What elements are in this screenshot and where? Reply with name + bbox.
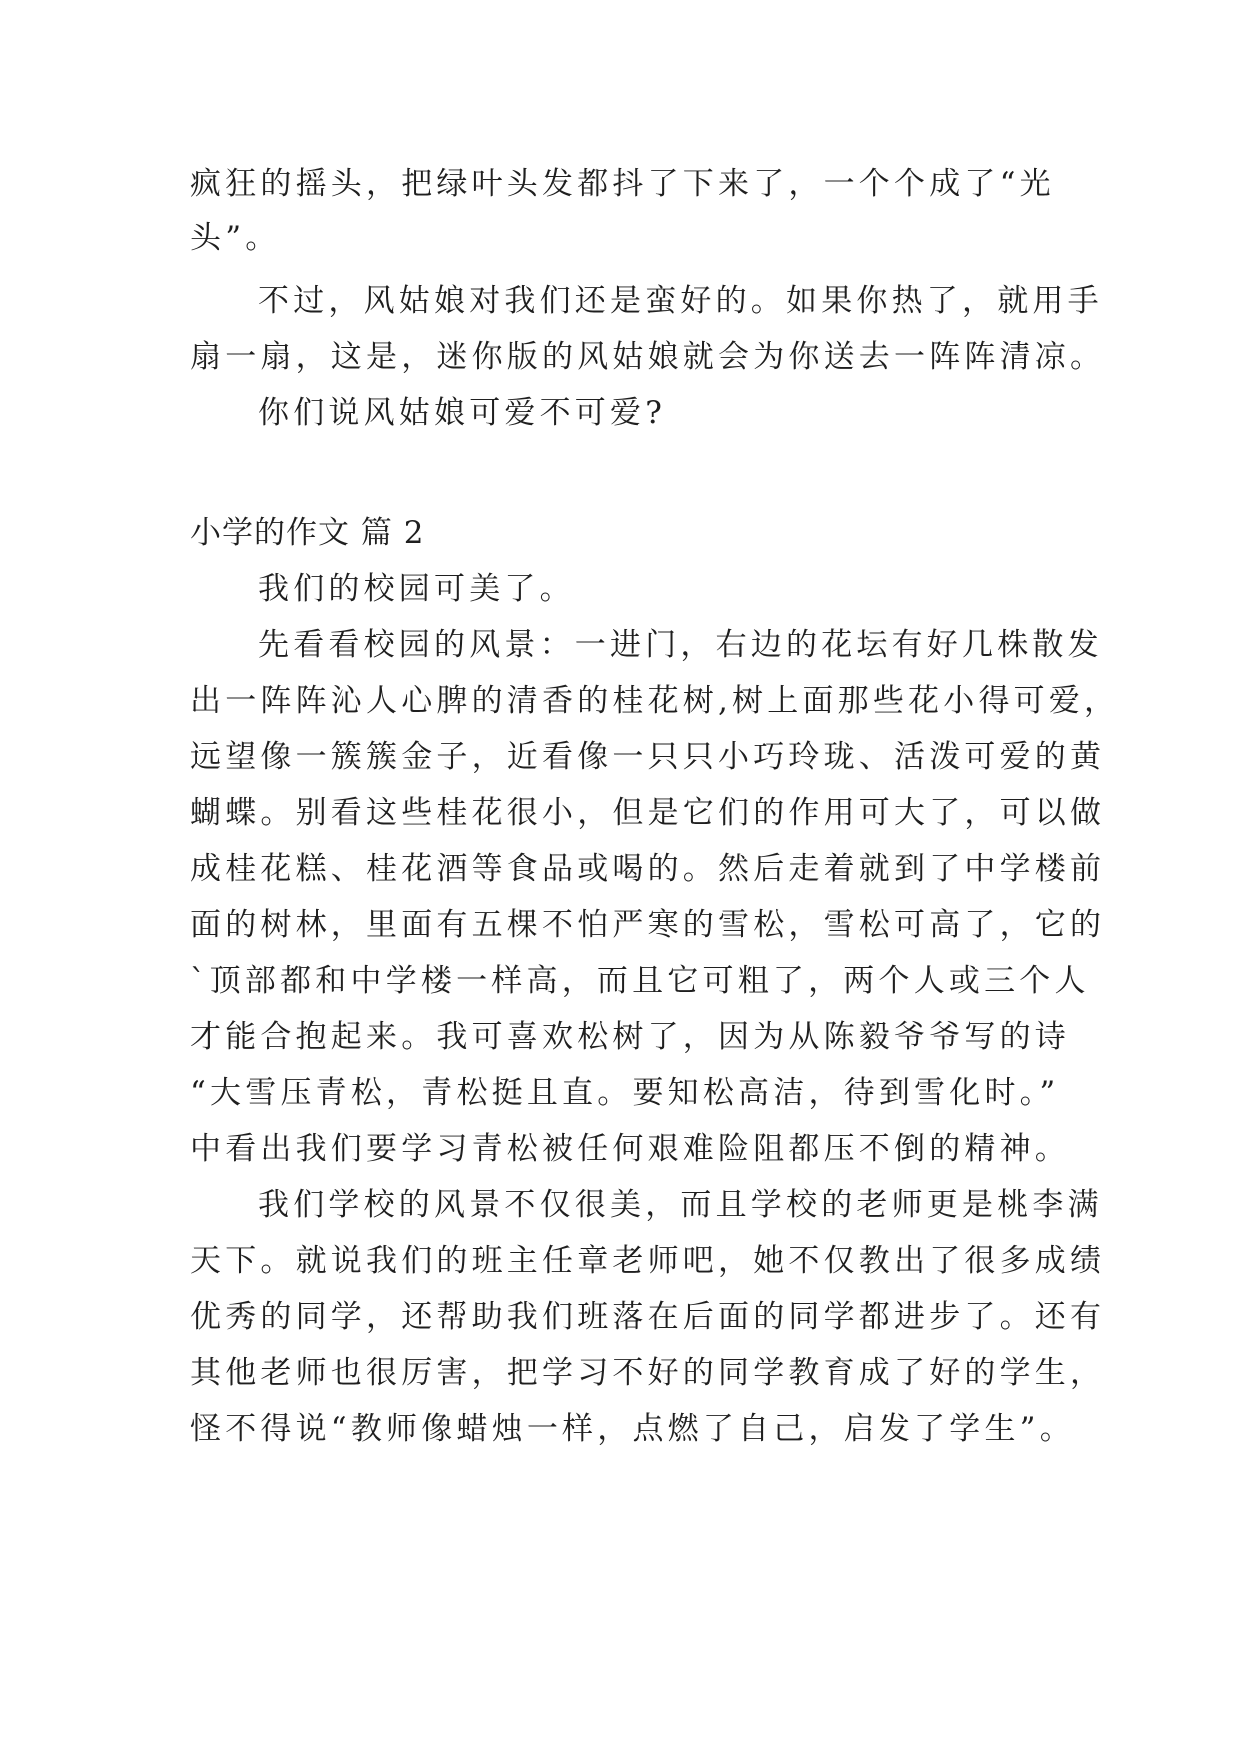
paragraph-line: 远望像一簇簇金子，近看像一只只小巧玲珑、活泼可爱的黄 [190,739,1106,775]
paragraph-line: 先看看校园的风景：一进门，右边的花坛有好几株散发 [258,627,1103,663]
paragraph-line: 其他老师也很厉害，把学习不好的同学教育成了好的学生， [190,1355,1106,1391]
paragraph-line: 怪不得说“教师像蜡烛一样，点燃了自己，启发了学生”。 [190,1411,1075,1447]
paragraph-line: 头”。 [190,220,281,256]
paragraph-line: 面的树林，里面有五棵不怕严寒的雪松，雪松可高了，它的 [190,907,1106,943]
paragraph-line: 中看出我们要学习青松被任何艰难险阻都压不倒的精神。 [190,1131,1070,1167]
paragraph-line: 优秀的同学，还帮助我们班落在后面的同学都进步了。还有 [190,1299,1106,1335]
section-heading: 小学的作文 篇 2 [190,515,425,551]
paragraph-line: “大雪压青松，青松挺且直。要知松高洁，待到雪化时。” [190,1075,1060,1111]
paragraph-line: `顶部都和中学楼一样高，而且它可粗了，两个人或三个人 [190,963,1090,999]
paragraph-line: 我们的校园可美了。 [258,571,575,607]
paragraph-line: 我们学校的风景不仅很美，而且学校的老师更是桃李满 [258,1187,1103,1223]
paragraph-line: 出一阵阵沁人心脾的清香的桂花树,树上面那些花小得可爱， [190,683,1120,719]
paragraph-line: 蝴蝶。别看这些桂花很小，但是它们的作用可大了，可以做 [190,795,1106,831]
paragraph-line: 疯狂的摇头，把绿叶头发都抖了下来了，一个个成了“光 [190,166,1055,202]
paragraph-line: 成桂花糕、桂花酒等食品或喝的。然后走着就到了中学楼前 [190,851,1106,887]
paragraph-line: 才能合抱起来。我可喜欢松树了，因为从陈毅爷爷写的诗 [190,1019,1070,1055]
paragraph-line: 不过，风姑娘对我们还是蛮好的。如果你热了，就用手 [258,283,1103,319]
paragraph-line: 你们说风姑娘可爱不可爱? [258,395,667,431]
paragraph-line: 天下。就说我们的班主任章老师吧，她不仅教出了很多成绩 [190,1243,1106,1279]
paragraph-line: 扇一扇，这是，迷你版的风姑娘就会为你送去一阵阵清凉。 [190,339,1106,375]
